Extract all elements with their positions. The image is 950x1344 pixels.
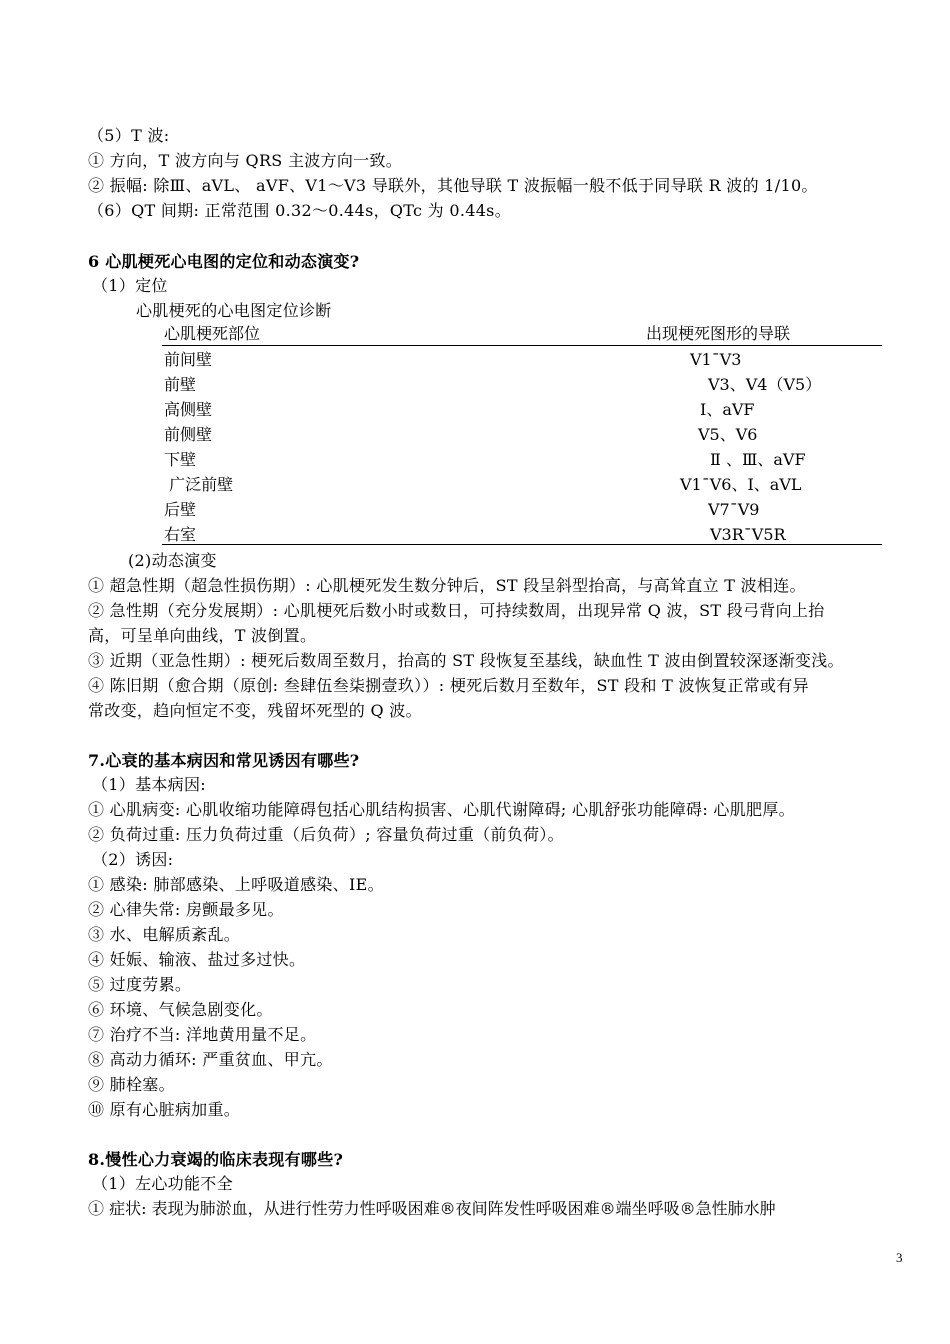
q8-item: ① 症状: 表现为肺淤血，从进行性劳力性呼吸困难®夜间阵发性呼吸困难®端坐呼吸®急性肺水肿	[88, 1199, 776, 1218]
table-cell-site: 前侧壁	[164, 425, 213, 444]
q7-cause: ① 心肌病变: 心肌收缩功能障碍包括心肌结构损害、心肌代谢障碍; 心肌舒张功能障碍: 心肌肥厚。	[88, 800, 795, 819]
table-cell-leads: V5、V6	[698, 425, 758, 444]
table-cell-site: 右室	[164, 525, 197, 544]
table-row	[164, 423, 882, 447]
q7-sub1: （1）基本病因:	[92, 775, 206, 794]
table-cell-site: 高侧壁	[164, 400, 213, 419]
table-cell-site: 前间壁	[164, 350, 213, 369]
qt-interval: （6）QT 间期: 正常范围 0.32～0.44s，QTc 为 0.44s。	[88, 201, 511, 220]
table-cell-site: 广泛前壁	[164, 475, 234, 494]
t-wave-amplitude: ② 振幅: 除Ⅲ、aVL、 aVF、V1～V3 导联外，其他导联 T 波振幅一般不低于同导联 R 波的 1/10。	[88, 176, 818, 195]
q7-trigger: ⑨ 肺栓塞。	[88, 1075, 175, 1094]
q7-trigger: ② 心律失常: 房颤最多见。	[88, 900, 284, 919]
table-cell-leads: Ⅰ、aVF	[700, 400, 755, 419]
q6-item: ② 急性期（充分发展期）: 心肌梗死后数小时或数日，可持续数周，出现异常 Q 波，ST 段弓背向上抬	[88, 601, 825, 620]
table-header-site: 心肌梗死部位	[164, 324, 261, 343]
q7-trigger: ⑥ 环境、气候急剧变化。	[88, 1000, 273, 1019]
page-number: 3	[896, 1250, 903, 1265]
q7-trigger: ⑧ 高动力循环: 严重贫血、甲亢。	[88, 1050, 333, 1069]
q7-trigger: ④ 妊娠、输液、盐过多过快。	[88, 950, 306, 969]
q8-sub1: （1）左心功能不全	[92, 1174, 233, 1193]
table-cell-site: 下壁	[164, 450, 197, 469]
q7-trigger: ③ 水、电解质紊乱。	[88, 925, 241, 944]
table-row	[164, 498, 882, 522]
table-row	[164, 473, 882, 497]
q7-heading: 7.心衰的基本病因和常见诱因有哪些?	[88, 751, 360, 770]
table-header-row	[164, 322, 882, 346]
q6-heading: 6 心肌梗死心电图的定位和动态演变?	[88, 252, 360, 271]
table-cell-site: 后壁	[164, 500, 197, 519]
table-cell-leads: V1¯V6、Ⅰ、aVL	[680, 475, 802, 494]
q6-sub1: （1）定位	[92, 276, 168, 295]
q7-trigger: ① 感染: 肺部感染、上呼吸道感染、IE。	[88, 875, 384, 894]
table-cell-leads: V1¯V3	[690, 350, 742, 369]
table-row	[164, 373, 882, 397]
t-wave-title: （5）T 波:	[88, 126, 170, 145]
q6-sub2: (2)动态演变	[128, 551, 217, 570]
table-cell-leads: V3、V4（V5）	[708, 375, 822, 394]
q7-cause: ② 负荷过重: 压力负荷过重（后负荷）; 容量负荷过重（前负荷）。	[88, 825, 564, 844]
q7-sub2: （2）诱因:	[92, 850, 174, 869]
q6-item-cont: 常改变，趋向恒定不变，残留坏死型的 Q 波。	[88, 701, 422, 720]
q7-trigger: ⑤ 过度劳累。	[88, 975, 192, 994]
t-wave-direction: ① 方向，T 波方向与 QRS 主波方向一致。	[88, 151, 403, 170]
q6-item: ① 超急性期（超急性损伤期）: 心肌梗死发生数分钟后，ST 段呈斜型抬高，与高耸直立 T 波相连。	[88, 576, 806, 595]
table-header-leads: 出现梗死图形的导联	[646, 324, 791, 343]
table-cell-leads: Ⅱ 、Ⅲ、aVF	[710, 450, 806, 469]
table-cell-site: 前壁	[164, 375, 197, 394]
q8-heading: 8.慢性心力衰竭的临床表现有哪些?	[88, 1150, 344, 1169]
q7-trigger: ⑩ 原有心脏病加重。	[88, 1100, 241, 1119]
q6-item: ④ 陈旧期（愈合期（原创: 叁肆伍叁柒捌壹玖））: 梗死后数月至数年，ST 段和 T 波恢复正常或有异	[88, 676, 809, 695]
q6-item-cont: 高，可呈单向曲线，T 波倒置。	[88, 626, 317, 645]
table-row	[164, 448, 882, 472]
q7-trigger: ⑦ 治疗不当: 洋地黄用量不足。	[88, 1025, 317, 1044]
table-row	[164, 348, 882, 372]
table-caption: 心肌梗死的心电图定位诊断	[136, 301, 332, 320]
table-top-rule	[162, 345, 882, 346]
table-row	[164, 398, 882, 422]
q6-item: ③ 近期（亚急性期）: 梗死后数周至数月，抬高的 ST 段恢复至基线，缺血性 T 波由倒置较深逐渐变浅。	[88, 651, 844, 670]
table-cell-leads: V7¯V9	[708, 500, 760, 519]
table-bottom-rule	[162, 544, 882, 545]
table-cell-leads: V3R¯V5R	[710, 525, 786, 544]
